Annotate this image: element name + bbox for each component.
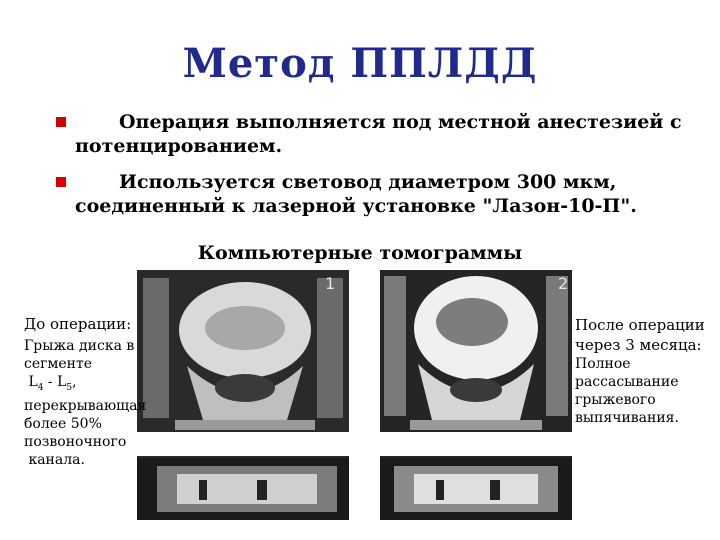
bullet-marker-1 [56, 117, 66, 127]
before-caption-line-5: более 50% [24, 415, 102, 432]
after-caption-line-3: грыжевого [575, 392, 656, 408]
tomograms-heading: Компьютерные томограммы [197, 242, 523, 264]
scan-1-number: 1 [325, 274, 336, 293]
segment-label-l5: - L [43, 374, 67, 390]
after-operation-caption [575, 315, 715, 427]
bullet-text-1 [75, 110, 695, 158]
after-caption-line-2: рассасывание [575, 374, 679, 390]
ct-scan-after-image [380, 270, 572, 520]
scan-1-white-band [137, 432, 349, 456]
bullet-2-line-2: соединенный к лазерной установке "Лазон-10-П". [75, 195, 637, 217]
before-operation-caption [24, 315, 147, 469]
before-caption-line-2: сегменте [24, 356, 92, 372]
bullet-marker-2 [56, 177, 66, 187]
bullet-1-line-1: Операция выполняется под местной анестезией с [119, 111, 682, 133]
segment-comma: , [72, 374, 77, 390]
scan-2-white-band [380, 432, 572, 456]
after-caption-line-1: Полное [575, 356, 631, 372]
ct-scan-after-drawing [380, 270, 572, 520]
segment-sub-5: 5 [66, 382, 73, 393]
segment-label-l4: L [28, 374, 38, 390]
bullet-text-2 [75, 170, 695, 218]
before-caption-line-6: позвоночного [24, 433, 127, 450]
ct-scan-before-image [137, 270, 349, 520]
after-caption-line-4: выпячивания. [575, 410, 679, 426]
bullet-2-line-1: Используется световод диаметром 300 мкм, [119, 171, 617, 193]
ct-scan-before-drawing [137, 270, 349, 520]
segment-sub-4: 4 [37, 382, 44, 393]
after-caption-heading-1: После операции [575, 316, 705, 334]
scan-2-number: 2 [558, 274, 569, 293]
after-caption-heading-2: через 3 месяца: [575, 336, 702, 354]
before-caption-heading: До операции: [24, 315, 132, 333]
before-caption-line-7: канала. [28, 451, 85, 468]
before-caption-line-1: Грыжа диска в [24, 338, 135, 354]
before-caption-line-4: перекрывающая [24, 397, 147, 414]
slide-title: Метод ППЛДД [182, 40, 538, 87]
bullet-1-line-2: потенцированием. [75, 135, 283, 157]
